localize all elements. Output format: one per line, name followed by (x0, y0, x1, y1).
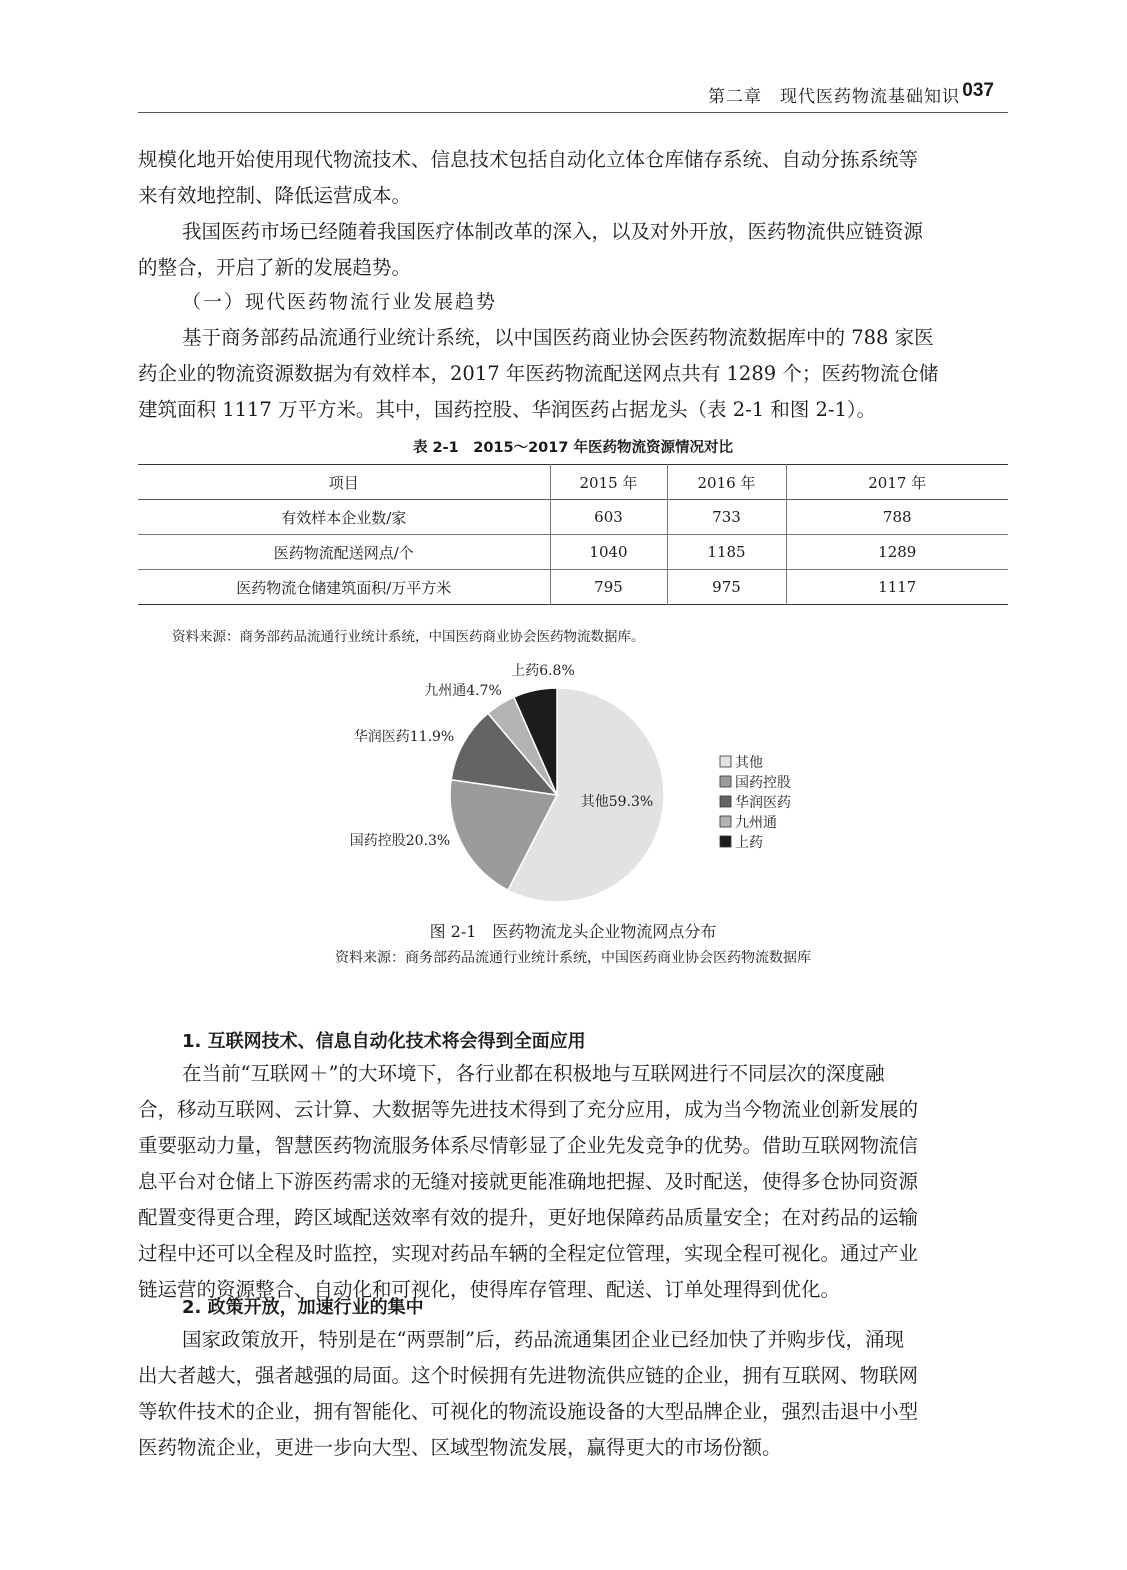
legend-item (720, 794, 791, 811)
legend-label: 其他 (735, 755, 763, 771)
table-cell: 有效样本企业数/家 (281, 508, 407, 527)
legend-swatch (720, 796, 731, 807)
legend-label: 华润医药 (735, 795, 791, 811)
table-row (138, 570, 1008, 605)
legend-label: 国药控股 (735, 775, 791, 791)
table-header-row (138, 465, 1008, 500)
table-cell: 795 (550, 570, 667, 605)
data-label: 其他59.3% (580, 794, 654, 810)
legend-item (720, 774, 791, 791)
section-paragraph (138, 320, 1008, 428)
legend-swatch (720, 776, 731, 787)
table-cell: 医药物流配送网点/个 (273, 543, 414, 562)
column-header: 2016 年 (667, 465, 786, 500)
text-line: 过程中还可以全程及时监控，实现对药品车辆的全程定位管理，实现全程可视化。通过产业 (138, 1242, 919, 1265)
legend-item (720, 835, 763, 851)
text-line: 配置变得更合理，跨区域配送效率有效的提升，更好地保障药品质量安全；在对药品的运输 (138, 1206, 919, 1229)
subsection-paragraph-2 (138, 1322, 1008, 1466)
table-cell: 1289 (786, 535, 1008, 570)
subsection-heading-2: 2. 政策开放，加速行业的集中 (182, 1297, 424, 1318)
table-cell: 975 (667, 570, 786, 605)
table-row (138, 535, 1008, 570)
data-table (138, 464, 1008, 605)
table-cell: 1185 (667, 535, 786, 570)
section-heading: （一）现代医药物流行业发展趋势 (182, 291, 498, 313)
text-line: 药企业的物流资源数据为有效样本，2017 年医药物流配送网点共有 1289 个；医药物流仓储 (138, 362, 939, 385)
column-header: 2017 年 (786, 465, 1008, 500)
text-line: 出大者越大，强者越强的局面。这个时候拥有先进物流供应链的企业，拥有互联网、物联网 (138, 1364, 919, 1387)
text-line: 的整合，开启了新的发展趋势。 (138, 256, 412, 279)
text-line: 来有效地控制、降低运营成本。 (138, 184, 412, 207)
legend-label: 九州通 (735, 815, 777, 831)
data-label: 九州通4.7% (424, 683, 502, 699)
legend-swatch (720, 836, 731, 847)
text-line: 建筑面积 1117 万平方米。其中，国药控股、华润医药占据龙头（表 2-1 和图 2-1）。 (138, 398, 877, 421)
data-label: 国药控股20.3% (349, 833, 451, 849)
text-line: 等软件技术的企业，拥有智能化、可视化的物流设施设备的大型品牌企业，强烈击退中小型 (138, 1400, 919, 1423)
text-line: 息平台对仓储上下游医药需求的无缝对接就更能准确地把握、及时配送，使得多仓协同资源 (138, 1170, 919, 1193)
legend-item (720, 815, 777, 831)
table-cell: 医药物流仓储建筑面积/万平方米 (236, 578, 452, 597)
text-line: 重要驱动力量，智慧医药物流服务体系尽情彰显了企业先发竞争的优势。借助互联网物流信 (138, 1134, 919, 1157)
text-line: 在当前“互联网＋”的大环境下，各行业都在积极地与互联网进行不同层次的深度融 (182, 1062, 885, 1085)
text-line: 医药物流企业，更进一步向大型、区域型物流发展，赢得更大的市场份额。 (138, 1436, 782, 1459)
table-caption: 表 2-1 2015～2017 年医药物流资源情况对比 (412, 440, 733, 456)
legend-item (720, 755, 763, 771)
data-label: 华润医药11.9% (353, 729, 455, 745)
table-cell: 603 (550, 500, 667, 535)
table-source: 资料来源：商务部药品流通行业统计系统，中国医药商业协会医药物流数据库。 (172, 629, 645, 645)
intro-paragraph-2 (138, 214, 1008, 286)
legend-swatch (720, 816, 731, 827)
column-header: 2015 年 (550, 465, 667, 500)
text-line: 基于商务部药品流通行业统计系统，以中国医药商业协会医药物流数据库中的 788 家医 (182, 326, 934, 349)
legend-label: 上药 (735, 835, 763, 851)
table-cell: 788 (786, 500, 1008, 535)
text-line: 合，移动互联网、云计算、大数据等先进技术得到了充分应用，成为当今物流业创新发展的 (138, 1098, 919, 1121)
text-line: 我国医药市场已经随着我国医疗体制改革的深入，以及对外开放，医药物流供应链资源 (182, 220, 924, 243)
data-label: 上药6.8% (511, 663, 575, 679)
table-cell: 1117 (786, 570, 1008, 605)
chart-legend (720, 755, 791, 851)
intro-paragraph-1 (138, 142, 1008, 214)
pie-chart (0, 640, 1127, 920)
text-line: 国家政策放开，特别是在“两票制”后，药品流通集团企业已经加快了并购步伐，涌现 (182, 1328, 904, 1351)
table-row (138, 500, 1008, 535)
table-cell: 733 (667, 500, 786, 535)
text-line: 规模化地开始使用现代物流技术、信息技术包括自动化立体仓库储存系统、自动分拣系统等 (138, 148, 919, 171)
table-cell: 1040 (550, 535, 667, 570)
subsection-heading-1: 1. 互联网技术、信息自动化技术将会得到全面应用 (182, 1031, 586, 1052)
page-number: 037 (962, 80, 994, 101)
chapter-title: 第二章 现代医药物流基础知识 (708, 87, 960, 107)
legend-swatch (720, 756, 731, 767)
text-line: 链运营的资源整合、自动化和可视化，使得库存管理、配送、订单处理得到优化。 (138, 1278, 841, 1301)
running-header (138, 78, 1008, 113)
column-header: 项目 (328, 473, 359, 492)
subsection-paragraph-1 (138, 1056, 1008, 1308)
figure-caption: 图 2-1 医药物流龙头企业物流网点分布 (429, 922, 717, 941)
figure-source: 资料来源：商务部药品流通行业统计系统，中国医药商业协会医药物流数据库 (335, 950, 811, 966)
